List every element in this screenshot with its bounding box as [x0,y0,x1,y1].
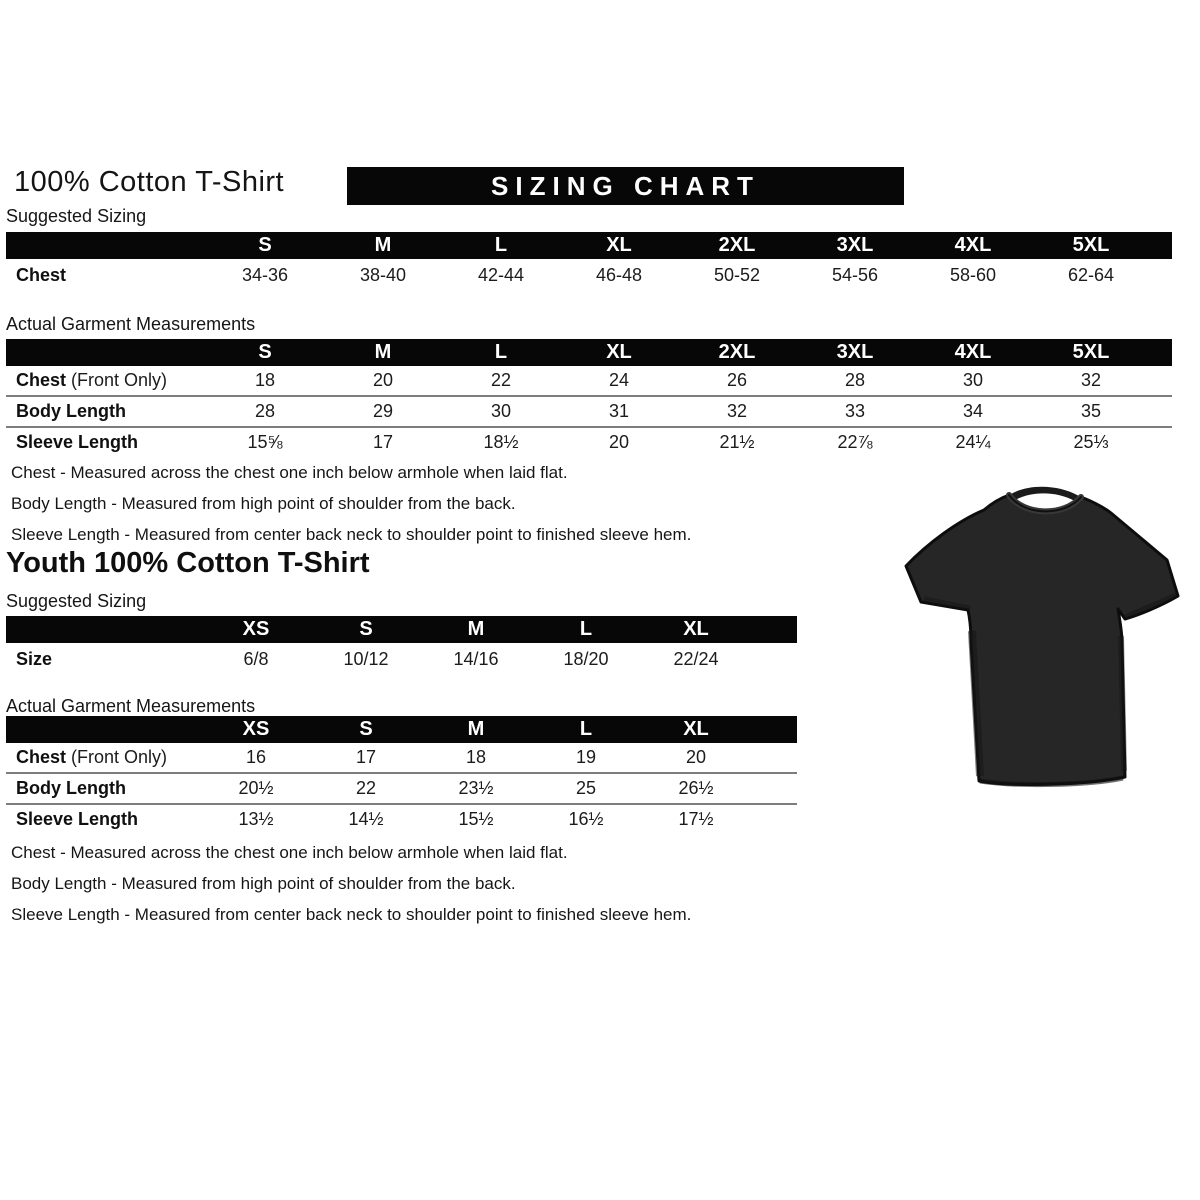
size-header-row [6,716,797,743]
measurement-note: Body Length - Measured from high point of shoulder from the back. [11,494,516,513]
row-end-spacer [1150,427,1172,457]
size-value-cell: 54-56 [831,264,879,285]
size-value-cell: 23½ [421,773,531,804]
measurement-note: Sleeve Length - Measured from center back neck to shoulder point to finished sleeve hem. [11,525,692,544]
row-end-spacer [1150,259,1172,291]
header-end-spacer [1150,339,1172,366]
size-row-label [6,259,206,291]
size-column-header: M [421,616,531,643]
size-value-cell: 17 [372,432,394,452]
size-column-header: 2XL [678,339,796,366]
table-row [6,804,797,834]
header-end-spacer [751,616,797,643]
size-column-header: S [206,339,324,366]
measurement-note: Chest - Measured across the chest one inch below armhole when laid flat. [11,843,568,862]
header-end-spacer [751,716,797,743]
size-column-header: 3XL [796,232,914,259]
page-title: 100% Cotton T-Shirt [14,166,285,198]
size-column-header: XL [560,339,678,366]
size-value-cell: 20 [608,432,630,452]
size-column-header: S [311,616,421,643]
header-end-spacer [1150,232,1172,259]
table-row [6,366,1172,396]
row-end-spacer [751,773,797,804]
size-value-cell: 22 [442,366,560,396]
size-value-cell: 29 [324,396,442,427]
row-label-suffix: (Front Only) [66,747,168,767]
youth-suggested-sizing-label: Suggested Sizing [6,591,147,611]
size-value-cell: 28 [206,396,324,427]
youth-section-title: Youth 100% Cotton T-Shirt [6,547,370,579]
size-value-cell: 22/24 [673,648,719,669]
size-value-cell: 31 [560,396,678,427]
size-column-header: 4XL [914,232,1032,259]
size-column-header: XL [641,616,751,643]
size-value-cell: 42-44 [477,264,525,285]
size-value-cell: 38-40 [359,264,407,285]
size-value-cell: 30 [442,396,560,427]
size-row-label [6,427,206,457]
size-value-cell: 15½ [458,809,494,829]
size-column-header: L [531,616,641,643]
size-column-header: S [206,232,324,259]
size-column-header: M [324,232,442,259]
size-value-cell: 24 [560,366,678,396]
size-value-cell: 16 [201,743,311,773]
size-value-cell: 24¼ [955,432,991,452]
size-column-header: S [311,716,421,743]
size-value-cell: 22 [311,773,421,804]
measurement-note: Chest - Measured across the chest one inch below armhole when laid flat. [11,463,568,482]
row-label-text: Body Length [16,401,126,421]
size-value-cell: 21½ [719,432,755,452]
size-header-row [6,339,1172,366]
adult-suggested-sizing-table [6,232,1172,291]
header-label-spacer [6,232,206,259]
size-value-cell: 33 [796,396,914,427]
size-value-cell: 32 [678,396,796,427]
size-row-label [6,743,201,773]
row-end-spacer [1150,366,1172,396]
youth-suggested-sizing-table [6,616,797,675]
row-label-text: Chest [16,747,67,767]
size-column-header: L [531,716,641,743]
size-value-cell: 20 [641,743,751,773]
table-row [6,643,797,675]
size-value-cell: 32 [1032,366,1150,396]
size-value-cell: 58-60 [949,264,997,285]
size-value-cell: 15⅝ [247,432,283,452]
size-value-cell: 17½ [678,809,714,829]
size-value-cell: 19 [531,743,641,773]
size-value-cell: 35 [1032,396,1150,427]
size-value-cell: 26 [678,366,796,396]
table-row [6,427,1172,457]
size-value-cell: 18 [206,366,324,396]
size-column-header: 5XL [1032,232,1150,259]
size-value-cell: 20 [324,366,442,396]
adult-measurements-table [6,339,1172,457]
size-value-cell: 34-36 [241,264,289,285]
size-column-header: 3XL [796,339,914,366]
header-label-spacer [6,716,201,743]
row-label-text: Sleeve Length [16,809,139,829]
size-value-cell: 6/8 [243,648,269,669]
size-value-cell: 10/12 [343,648,389,669]
size-row-label [6,396,206,427]
youth-measurements-label: Actual Garment Measurements [6,696,256,716]
black-tshirt-icon [890,471,1200,813]
size-column-header: XL [641,716,751,743]
row-label-text: Sleeve Length [16,432,139,452]
row-end-spacer [751,643,797,675]
size-column-header: L [442,232,560,259]
row-label-text: Chest [16,264,67,285]
size-column-header: XL [560,232,678,259]
size-row-label [6,366,206,396]
row-end-spacer [1150,396,1172,427]
size-column-header: 2XL [678,232,796,259]
table-row [6,743,797,773]
measurement-note: Sleeve Length - Measured from center back neck to shoulder point to finished sleeve hem. [11,905,692,924]
size-column-header: L [442,339,560,366]
youth-measurements-table [6,716,797,834]
size-value-cell: 26½ [641,773,751,804]
size-column-header: XS [201,616,311,643]
row-label-text: Body Length [16,778,126,798]
size-value-cell: 34 [914,396,1032,427]
size-value-cell: 20½ [201,773,311,804]
size-value-cell: 28 [796,366,914,396]
size-value-cell: 17 [311,743,421,773]
header-label-spacer [6,339,206,366]
size-value-cell: 62-64 [1067,264,1115,285]
size-value-cell: 18/20 [563,648,609,669]
size-row-label [6,773,201,804]
row-label-suffix: (Front Only) [66,370,168,390]
size-column-header: 4XL [914,339,1032,366]
size-value-cell: 25⅓ [1073,432,1109,452]
row-end-spacer [751,743,797,773]
table-row [6,396,1172,427]
header-label-spacer [6,616,201,643]
size-value-cell: 16½ [568,809,604,829]
black-tshirt-image [890,471,1200,813]
adult-measurements-label: Actual Garment Measurements [6,314,256,334]
measurement-note: Body Length - Measured from high point of shoulder from the back. [11,874,516,893]
size-value-cell: 25 [531,773,641,804]
size-value-cell: 22⅞ [837,432,873,452]
size-value-cell: 14/16 [453,648,499,669]
size-value-cell: 46-48 [595,264,643,285]
row-end-spacer [751,804,797,834]
size-column-header: M [421,716,531,743]
size-row-label [6,804,201,834]
size-value-cell: 18 [421,743,531,773]
size-value-cell: 30 [914,366,1032,396]
size-header-row [6,616,797,643]
row-label-text: Size [16,648,53,669]
size-value-cell: 18½ [483,432,519,452]
size-row-label [6,643,201,675]
size-column-header: 5XL [1032,339,1150,366]
size-header-row [6,232,1172,259]
size-value-cell: 13½ [238,809,274,829]
size-column-header: M [324,339,442,366]
sizing-chart-banner: SIZING CHART [347,167,904,205]
size-column-header: XS [201,716,311,743]
adult-suggested-sizing-label: Suggested Sizing [6,206,147,226]
table-row [6,259,1172,291]
size-value-cell: 14½ [348,809,384,829]
row-label-text: Chest [16,370,67,390]
table-row [6,773,797,804]
size-value-cell: 50-52 [713,264,761,285]
